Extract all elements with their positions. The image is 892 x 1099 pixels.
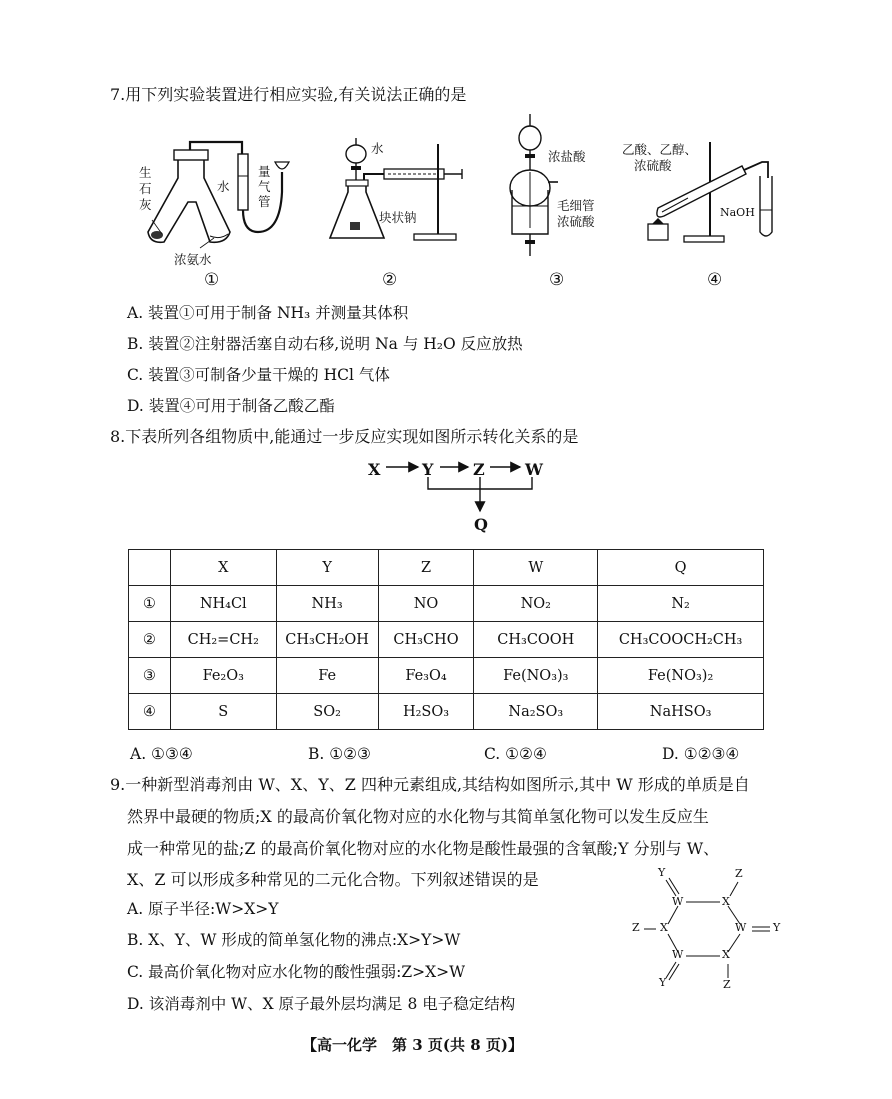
table-row [129,622,764,658]
q7-stem: 7.用下列实验装置进行相应实验,有关说法正确的是 [110,85,467,104]
fig1-label-gas-b: 气 [258,179,271,194]
atom-y2: Y [773,921,781,934]
fig4-label-1: 乙酸、乙醇、 [622,142,698,157]
q7-option-b: B. 装置②注射器活塞自动右移,说明 Na 与 H₂O 反应放热 [127,335,523,353]
fig3-label-hcl: 浓盐酸 [548,149,586,164]
q9-option-d: D. 该消毒剂中 W、X 原子最外层均满足 8 电子稳定结构 [127,995,516,1013]
atom-z1: Z [735,867,743,880]
table-cell: NH₃ [276,586,378,622]
atom-w1: W [672,895,684,908]
q9-option-b: B. X、Y、W 形成的简单氢化物的沸点:X>Y>W [127,931,461,949]
q9-option-c: C. 最高价氧化物对应水化物的酸性强弱:Z>X>W [127,963,466,981]
table-cell: NO₂ [474,586,598,622]
table-cell: Na₂SO₃ [474,694,598,730]
fig2-label-water: 水 [371,141,384,156]
table-cell: ④ [129,694,171,730]
q8-substance-table [128,549,764,730]
fig3-number: ③ [549,270,565,290]
fig2-number: ② [382,270,398,290]
table-cell: ③ [129,658,171,694]
apparatus-2-figure [326,134,476,246]
table-cell: Fe(NO₃)₂ [598,658,764,694]
q8-stem: 8.下表所列各组物质中,能通过一步反应实现如图所示转化关系的是 [110,427,579,446]
atom-y3: Y [659,976,667,989]
atom-w3: W [672,948,684,961]
table-cell: Fe(NO₃)₃ [474,658,598,694]
table-header-cell [129,550,171,586]
atom-w2: W [735,921,747,934]
table-cell: NH₄Cl [170,586,276,622]
table-header-cell: Y [276,550,378,586]
table-cell: N₂ [598,586,764,622]
q7-option-a: A. 装置①可用于制备 NH₃ 并测量其体积 [127,304,409,322]
table-header-row [129,550,764,586]
table-cell: CH₂=CH₂ [170,622,276,658]
table-cell: ② [129,622,171,658]
fig4-label-naoh: NaOH [720,206,755,219]
table-cell: CH₃CHO [378,622,474,658]
atom-z3: Z [723,978,731,991]
table-cell: SO₂ [276,694,378,730]
table-header-cell: W [474,550,598,586]
scheme-y: Y [422,460,434,479]
fig1-label-b: 石 [139,181,152,196]
page-footer: 【高一化学 第 3 页(共 8 页)】 [302,1036,523,1054]
scheme-z: Z [473,460,485,479]
table-cell: Fe₂O₃ [170,658,276,694]
scheme-q: Q [474,515,488,534]
q9-structure-figure [630,868,790,990]
q8-option-d: D. ①②③④ [662,745,740,763]
scheme-w: W [525,460,543,479]
q9-stem-line-3: 成一种常见的盐;Z 的最高价氧化物对应的水化物是酸性最强的含氧酸;Y 分别与 W、 [127,839,720,858]
fig1-label-water: 水 [217,179,230,194]
table-row [129,694,764,730]
apparatus-1-figure [130,132,300,270]
table-cell: NO [378,586,474,622]
q9-option-a: A. 原子半径:W>X>Y [127,900,279,918]
atom-y1: Y [658,866,666,879]
table-header-cell: X [170,550,276,586]
fig4-number: ④ [707,270,723,290]
table-cell: H₂SO₃ [378,694,474,730]
table-cell: CH₃COOCH₂CH₃ [598,622,764,658]
fig3-label-h2so4: 浓硫酸 [557,214,595,229]
table-row [129,586,764,622]
q7-option-c: C. 装置③可制备少量干燥的 HCl 气体 [127,366,390,384]
fig1-number: ① [204,270,220,290]
fig1-label-gas-c: 管 [258,194,271,209]
q8-option-b: B. ①②③ [308,745,371,763]
table-header-cell: Q [598,550,764,586]
table-cell: CH₃CH₂OH [276,622,378,658]
q8-transformation-scheme [360,455,550,539]
fig3-label-capillary: 毛细管 [557,198,595,213]
fig1-label-ammonia: 浓氨水 [174,252,212,267]
fig2-label-na: 块状钠 [379,210,417,225]
q8-option-c: C. ①②④ [484,745,547,763]
atom-x2: X [660,921,668,934]
table-cell: S [170,694,276,730]
atom-x1: X [722,895,730,908]
fig1-label-gas-a: 量 [258,164,271,179]
q9-stem-line-1: 9.一种新型消毒剂由 W、X、Y、Z 四种元素组成,其结构如图所示,其中 W 形成的单质是自 [110,775,750,794]
atom-x3: X [722,948,730,961]
fig4-label-2: 浓硫酸 [634,158,672,173]
table-cell: Fe [276,658,378,694]
apparatus-3-figure [504,110,564,262]
table-cell: NaHSO₃ [598,694,764,730]
fig1-label-a: 生 [139,165,152,180]
table-cell: CH₃COOH [474,622,598,658]
q9-stem-line-4: X、Z 可以形成多种常见的二元化合物。下列叙述错误的是 [127,870,539,889]
q8-option-a: A. ①③④ [130,745,193,763]
table-cell: ① [129,586,171,622]
q9-stem-line-2: 然界中最硬的物质;X 的最高价氧化物对应的水化物与其简单氢化物可以发生反应生 [127,807,709,826]
fig1-label-c: 灰 [139,197,152,212]
scheme-x: X [368,460,381,479]
table-header-cell: Z [378,550,474,586]
q7-option-d: D. 装置④可用于制备乙酸乙酯 [127,397,335,415]
table-cell: Fe₃O₄ [378,658,474,694]
table-row [129,658,764,694]
atom-z2: Z [632,921,640,934]
